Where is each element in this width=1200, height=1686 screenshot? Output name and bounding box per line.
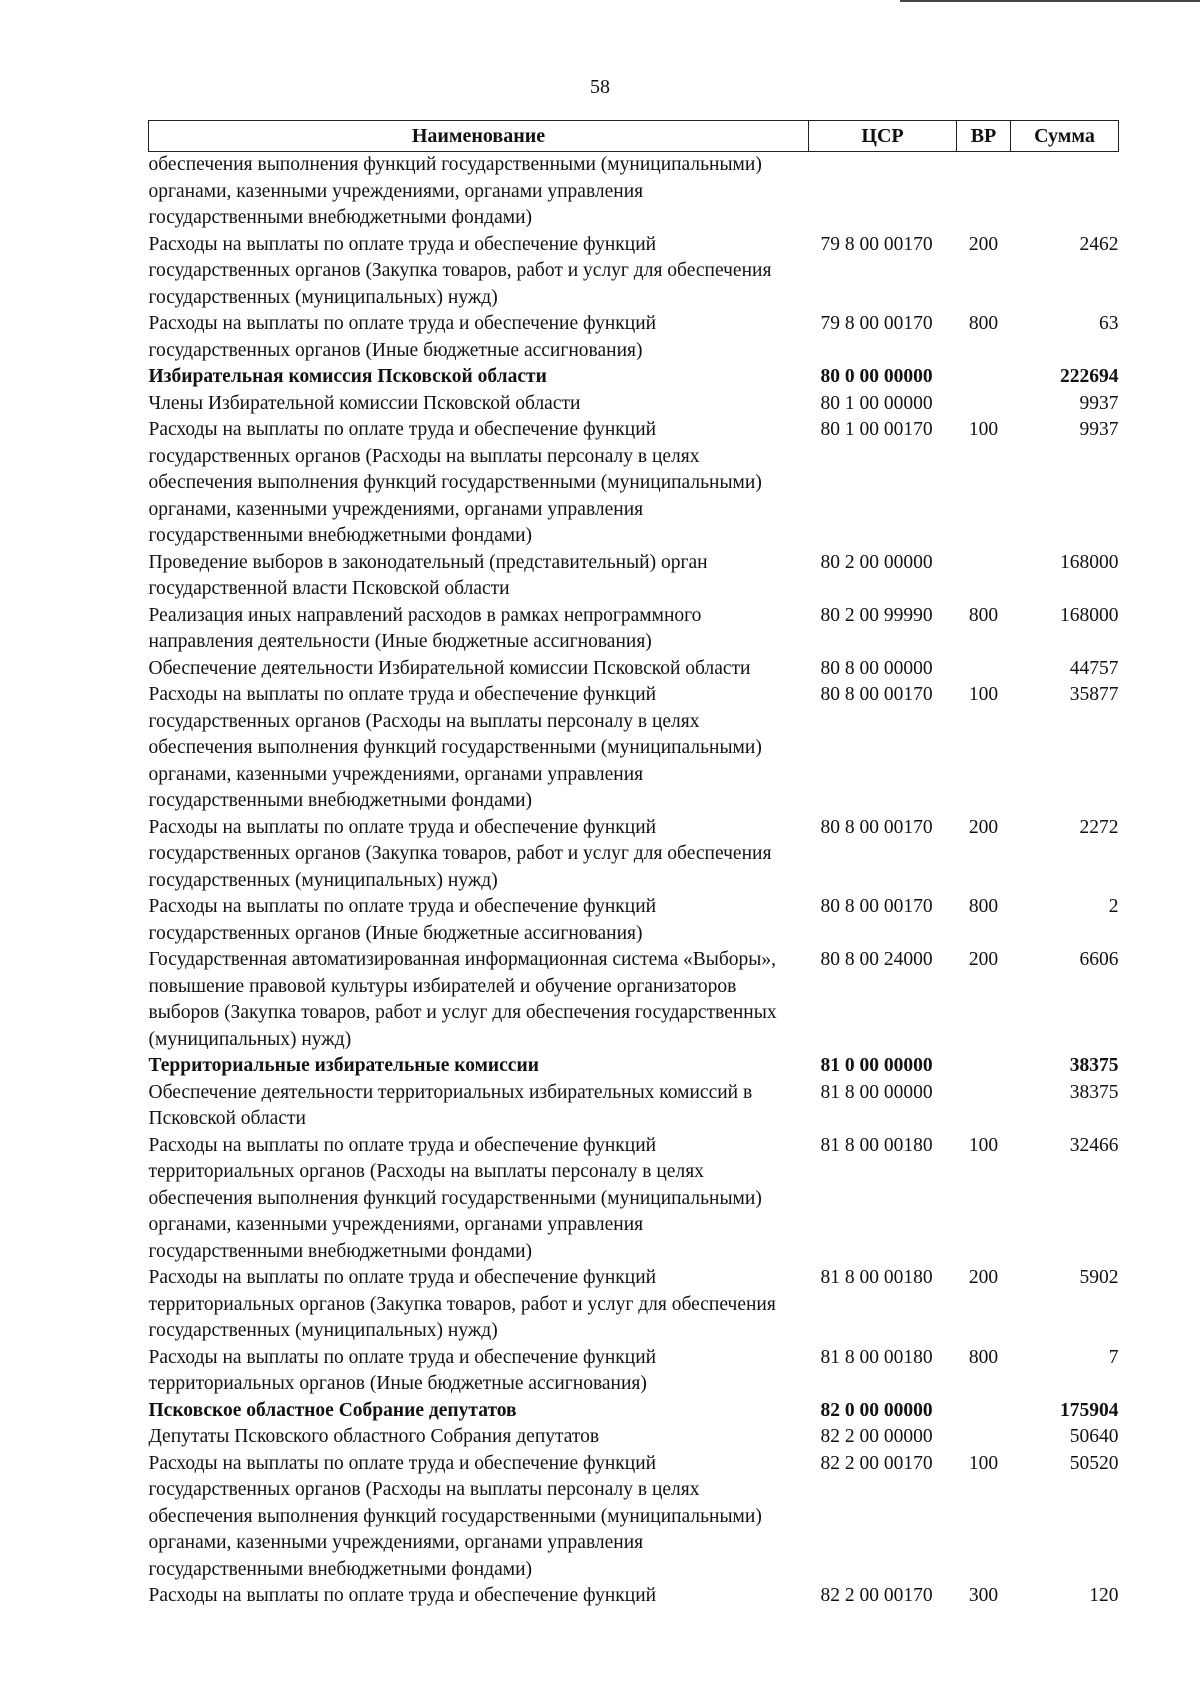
cell-sum: 5902 — [1079, 1267, 1119, 1288]
cell-name: Расходы на выплаты по оплате труда и обеспечение функций — [148, 1585, 657, 1606]
cell-csr: 79 8 00 00170 — [820, 233, 933, 255]
table-row — [149, 656, 1119, 683]
cell-sum: 7 — [1108, 1346, 1119, 1368]
header-csr: ЦСР — [809, 121, 957, 152]
cell-sum: 175904 — [1060, 1399, 1119, 1421]
cell-sum: 38375 — [1069, 1081, 1119, 1103]
cell-csr: 82 2 00 00000 — [820, 1426, 933, 1447]
cell-sum: 63 — [1099, 313, 1119, 334]
table-row — [149, 1133, 1119, 1266]
table-row — [149, 391, 1119, 418]
cell-csr: 79 8 00 00170 — [820, 313, 933, 334]
cell-vr: 100 — [968, 1134, 999, 1156]
table-row — [149, 947, 1119, 1053]
cell-vr: 800 — [968, 1346, 999, 1368]
cell-sum: 2462 — [1079, 233, 1119, 255]
cell-csr: 81 8 00 00000 — [820, 1081, 933, 1103]
cell-sum: 222694 — [1060, 366, 1119, 387]
cell-name: Расходы на выплаты по оплате труда и обеспечение функций государственных органов (Иные бюджетные ассигнования) — [148, 313, 657, 361]
cell-sum: 6606 — [1079, 949, 1119, 970]
cell-sum: 168000 — [1060, 551, 1119, 573]
cell-sum: 2 — [1108, 896, 1119, 917]
cell-name: Расходы на выплаты по оплате труда и обеспечение функций государственных органов (Закупка товаров, работ и услуг для обеспечения государственных (муниципальных) нужд) — [148, 233, 772, 308]
cell-name: Псковское областное Собрание депутатов — [148, 1399, 517, 1421]
cell-vr — [957, 1080, 1011, 1133]
table-row — [149, 364, 1119, 391]
cell-csr — [809, 152, 957, 232]
table-row — [149, 152, 1119, 232]
cell-csr: 80 8 00 00170 — [820, 896, 933, 917]
cell-vr — [957, 364, 1011, 391]
table-row — [149, 603, 1119, 656]
cell-csr: 81 8 00 00180 — [820, 1346, 933, 1368]
table-row — [149, 1265, 1119, 1345]
header-name: Наименование — [149, 121, 809, 152]
cell-csr: 80 2 00 99990 — [820, 604, 933, 626]
cell-name: обеспечения выполнения функций государственными (муниципальными) органами, казенными учреждениями, органами управления государственными внебюджетными фондами) — [148, 154, 762, 228]
table-row — [149, 894, 1119, 947]
cell-vr — [957, 391, 1011, 418]
cell-name: Государственная автоматизированная информационная система «Выборы», повышение правовой культуры избирателей и обучение организаторов выборов (Закупка товаров, работ и услуг для обеспечения государственных (муниципальных) нужд) — [148, 949, 777, 1050]
table-row — [149, 1053, 1119, 1080]
cell-name: Расходы на выплаты по оплате труда и обеспечение функций государственных органов (Закупка товаров, работ и услуг для обеспечения государственных (муниципальных) нужд) — [148, 816, 772, 891]
cell-sum: 50520 — [1069, 1452, 1119, 1474]
cell-sum: 50640 — [1069, 1426, 1119, 1447]
table-header-row — [149, 121, 1119, 152]
cell-vr: 300 — [968, 1585, 999, 1606]
cell-csr: 80 8 00 24000 — [820, 949, 933, 970]
cell-vr — [957, 656, 1011, 683]
cell-csr: 80 8 00 00000 — [820, 657, 933, 679]
cell-vr — [957, 152, 1011, 232]
table-row — [149, 1080, 1119, 1133]
table-row — [149, 1398, 1119, 1425]
cell-vr: 800 — [968, 604, 999, 626]
cell-sum — [1011, 152, 1119, 232]
table-row — [149, 1345, 1119, 1398]
cell-csr: 80 8 00 00170 — [820, 684, 933, 705]
cell-vr: 100 — [968, 419, 999, 440]
cell-name: Расходы на выплаты по оплате труда и обеспечение функций территориальных органов (Расходы на выплаты персоналу в целях обеспечения выполнения функций государственными (муниципальными) органами, казенными учреждениями, органами управления государственными внебюджетными фондами) — [148, 1134, 762, 1262]
table-row — [149, 232, 1119, 312]
table-row — [149, 550, 1119, 603]
cell-vr — [957, 550, 1011, 603]
cell-vr: 100 — [968, 1452, 999, 1474]
cell-name: Члены Избирательной комиссии Псковской области — [148, 392, 581, 414]
cell-csr: 81 0 00 00000 — [820, 1055, 933, 1076]
cell-csr: 80 2 00 00000 — [820, 551, 933, 573]
cell-sum: 9937 — [1079, 419, 1119, 440]
cell-name: Расходы на выплаты по оплате труда и обеспечение функций государственных органов (Расходы на выплаты персоналу в целях обеспечения выполнения функций государственными (муниципальными) органами, казенными учреждениями, органами управления государственными внебюджетными фондами) — [148, 1452, 762, 1580]
table-row — [149, 682, 1119, 815]
cell-name: Расходы на выплаты по оплате труда и обеспечение функций государственных органов (Расходы на выплаты персоналу в целях обеспечения выполнения функций государственными (муниципальными) органами, казенными учреждениями, органами управления государственными внебюджетными фондами) — [148, 684, 762, 811]
cell-name: Проведение выборов в законодательный (представительный) орган государственной власти Псковской области — [148, 551, 708, 599]
cell-name: Расходы на выплаты по оплате труда и обеспечение функций государственных органов (Иные бюджетные ассигнования) — [148, 896, 657, 944]
cell-csr: 81 8 00 00180 — [820, 1267, 933, 1288]
cell-vr: 200 — [968, 949, 999, 970]
cell-name: Расходы на выплаты по оплате труда и обеспечение функций государственных органов (Расходы на выплаты персоналу в целях обеспечения выполнения функций государственными (муниципальными) органами, казенными учреждениями, органами управления государственными внебюджетными фондами) — [148, 419, 762, 546]
cell-sum: 38375 — [1069, 1055, 1119, 1076]
cell-sum: 2272 — [1079, 816, 1119, 838]
cell-vr — [957, 1398, 1011, 1425]
cell-vr — [957, 1053, 1011, 1080]
cell-sum: 32466 — [1069, 1134, 1119, 1156]
table-row — [149, 1451, 1119, 1584]
cell-name: Депутаты Псковского областного Собрания депутатов — [148, 1426, 600, 1447]
cell-vr: 100 — [968, 684, 999, 705]
cell-name: Расходы на выплаты по оплате труда и обеспечение функций территориальных органов (Иные бюджетные ассигнования) — [148, 1346, 657, 1394]
cell-sum: 168000 — [1060, 604, 1119, 626]
table-row — [149, 417, 1119, 550]
cell-name: Реализация иных направлений расходов в рамках непрограммного направления деятельности (Иные бюджетные ассигнования) — [148, 604, 702, 652]
cell-vr: 200 — [968, 233, 999, 255]
cell-sum: 44757 — [1069, 657, 1119, 679]
top-edge-rule — [900, 0, 1200, 2]
cell-vr: 200 — [968, 1267, 999, 1288]
header-vr: ВР — [957, 121, 1011, 152]
cell-name: Расходы на выплаты по оплате труда и обеспечение функций территориальных органов (Закупка товаров, работ и услуг для обеспечения государственных (муниципальных) нужд) — [148, 1267, 776, 1341]
header-sum: Сумма — [1011, 121, 1119, 152]
cell-vr: 800 — [968, 896, 999, 917]
cell-name: Избирательная комиссия Псковской области — [148, 366, 547, 387]
cell-csr: 80 1 00 00000 — [820, 392, 933, 414]
table-body — [149, 152, 1119, 1610]
cell-sum: 120 — [1089, 1585, 1119, 1606]
cell-vr: 800 — [968, 313, 999, 334]
budget-table — [148, 120, 1119, 1610]
cell-vr: 200 — [968, 816, 999, 838]
cell-csr: 80 0 00 00000 — [820, 366, 933, 387]
cell-sum: 35877 — [1069, 684, 1119, 705]
table-row — [149, 1583, 1119, 1610]
table-row — [149, 815, 1119, 895]
cell-csr: 82 0 00 00000 — [820, 1399, 933, 1421]
cell-csr: 82 2 00 00170 — [820, 1452, 933, 1474]
cell-csr: 80 1 00 00170 — [820, 419, 933, 440]
cell-name: Обеспечение деятельности Избирательной комиссии Псковской области — [148, 657, 751, 679]
page-number: 58 — [590, 76, 610, 98]
cell-csr: 82 2 00 00170 — [820, 1585, 933, 1606]
table-row — [149, 1424, 1119, 1451]
cell-name: Обеспечение деятельности территориальных избирательных комиссий в Псковской области — [148, 1081, 753, 1129]
table-row — [149, 311, 1119, 364]
cell-csr: 80 8 00 00170 — [820, 816, 933, 838]
cell-vr — [957, 1424, 1011, 1451]
cell-name: Территориальные избирательные комиссии — [148, 1055, 539, 1076]
cell-sum: 9937 — [1079, 392, 1119, 414]
cell-csr: 81 8 00 00180 — [820, 1134, 933, 1156]
